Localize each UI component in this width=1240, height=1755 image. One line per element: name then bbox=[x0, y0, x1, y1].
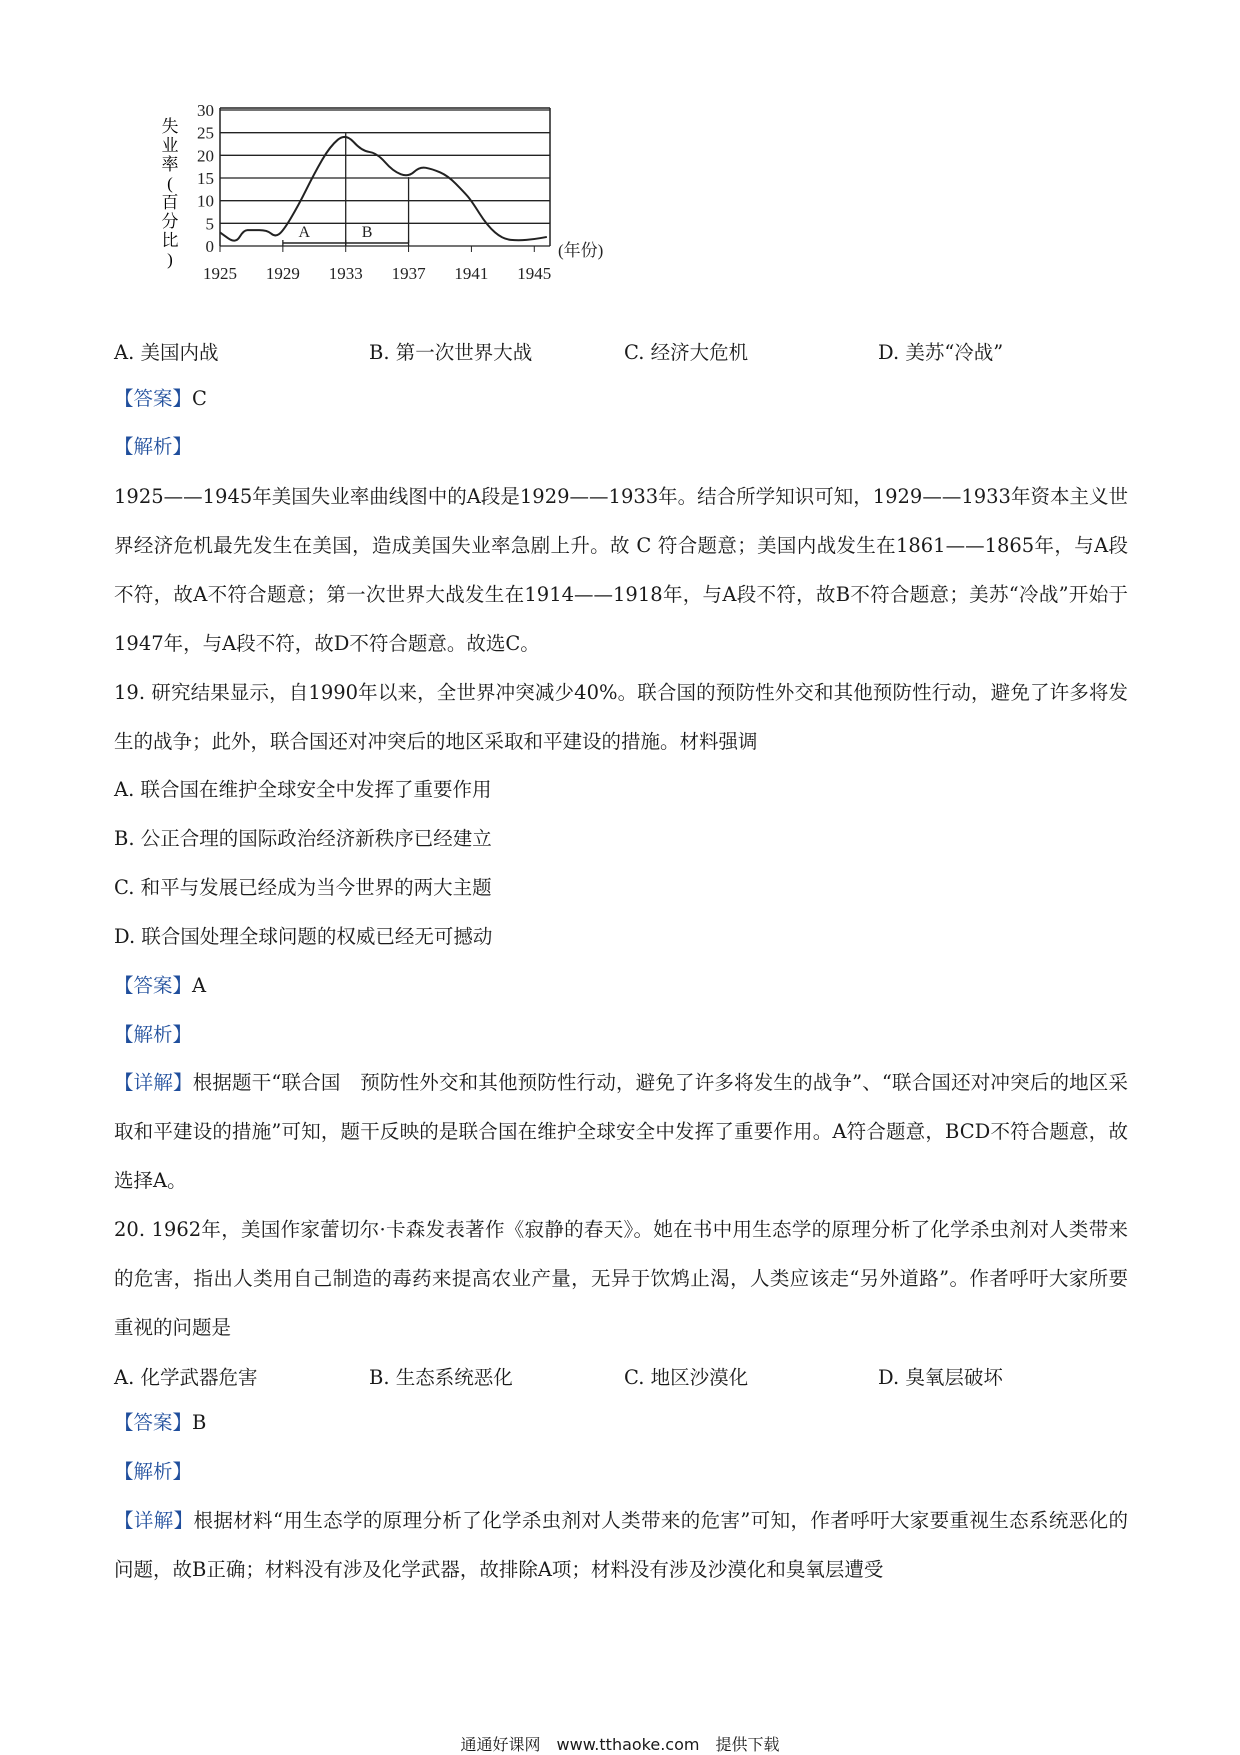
q18-option-d: D. 美苏“冷战” bbox=[878, 341, 1004, 364]
chart-axes bbox=[220, 108, 550, 246]
detail-text: 根据材料“用生态学的原理分析了化学杀虫剂对人类带来的危害”可知，作者呼吁大家要重视生态系统恶化的问题，故B正确；材料没有涉及化学武器，故排除A项；材料没有涉及沙漠化和臭氧层遭受 bbox=[114, 1509, 1128, 1581]
q18-option-b: B. 第一次世界大战 bbox=[369, 341, 533, 364]
y-tick-label: 30 bbox=[197, 101, 214, 120]
y-tick-label: 5 bbox=[205, 214, 214, 234]
analysis-tag: 【解析】 bbox=[114, 435, 193, 458]
answer-value: B bbox=[192, 1411, 207, 1434]
chart-annotations bbox=[283, 133, 409, 246]
q19-analysis-heading bbox=[114, 1024, 192, 1046]
x-axis-label: (年份) bbox=[558, 241, 604, 260]
q20-option-a: A. 化学武器危害 bbox=[114, 1366, 258, 1389]
unemployment-line bbox=[220, 137, 547, 241]
q18-option-a: A. 美国内战 bbox=[114, 341, 219, 364]
y-axis-label-char: ) bbox=[167, 250, 173, 269]
y-tick-label: 10 bbox=[197, 191, 214, 211]
analysis-tag: 【解析】 bbox=[114, 1023, 193, 1046]
y-axis-label-char: 业 bbox=[161, 136, 179, 155]
x-tick-label: 1941 bbox=[454, 264, 489, 283]
x-tick-label: 1929 bbox=[265, 264, 300, 283]
answer-tag: 【答案】 bbox=[114, 387, 193, 410]
answer-tag: 【答案】 bbox=[114, 974, 193, 997]
segment-label: A bbox=[298, 224, 311, 241]
q20-option-c: C. 地区沙漠化 bbox=[624, 1366, 749, 1389]
chart-grid bbox=[220, 110, 550, 223]
y-tick-label: 20 bbox=[197, 146, 214, 166]
q20-option-b: B. 生态系统恶化 bbox=[369, 1366, 513, 1389]
chart-series bbox=[220, 137, 547, 241]
y-tick-label: 15 bbox=[197, 169, 214, 188]
y-axis-label-char: 分 bbox=[161, 212, 179, 231]
q20-answer bbox=[114, 1412, 206, 1434]
x-tick-label: 1937 bbox=[391, 264, 426, 283]
q19-option-d: D. 联合国处理全球问题的权威已经无可撼动 bbox=[114, 925, 493, 948]
q18-analysis-heading bbox=[114, 436, 192, 458]
q20-option-d: D. 臭氧层破坏 bbox=[878, 1366, 1003, 1389]
answer-tag: 【答案】 bbox=[114, 1411, 193, 1434]
q19-stem: 19. 研究结果显示，自1990年以来，全世界冲突减少40%。联合国的预防性外交和其他预防性行动，避免了许多将发生的战争；此外，联合国还对冲突后的地区采取和平建设的措施。材料强调 bbox=[114, 681, 1128, 753]
y-axis-label-char: 比 bbox=[161, 231, 179, 250]
y-tick-label: 25 bbox=[197, 123, 214, 143]
y-axis-label-char: 率 bbox=[161, 155, 179, 174]
q20-detail bbox=[114, 1496, 1128, 1594]
q19-option-b: B. 公正合理的国际政治经济新秩序已经建立 bbox=[114, 827, 492, 850]
q19-detail bbox=[114, 1058, 1128, 1205]
y-axis-label-char: 失 bbox=[161, 117, 179, 136]
x-tick-label: 1945 bbox=[517, 264, 552, 283]
x-tick-label: 1925 bbox=[203, 264, 237, 283]
segment-label: B bbox=[361, 224, 373, 241]
q19-option-c: C. 和平与发展已经成为当今世界的两大主题 bbox=[114, 876, 492, 899]
y-axis-label-char: ( bbox=[167, 174, 173, 193]
q18-analysis-text: 1925——1945年美国失业率曲线图中的A段是1929——1933年。结合所学知识可知，1929——1933年资本主义世界经济危机最先发生在美国，造成美国失业率急剧上升。故 C 符合题意；美国内战发生在1861——1865年，与A段不符，故A不符合题意；第一次世界大战发生在1914——1918年，与A段不符，故B不符合题意；美苏“冷战”开始于1947年，与A段不符，故D不符合题意。故选C。 bbox=[114, 485, 1128, 655]
chart-ticks bbox=[197, 101, 551, 283]
q20-analysis-heading bbox=[114, 1461, 192, 1483]
y-axis-label bbox=[162, 117, 179, 269]
y-tick-label: 0 bbox=[205, 237, 214, 256]
q19-answer bbox=[114, 975, 206, 997]
answer-value: C bbox=[192, 387, 207, 410]
q18-answer bbox=[114, 388, 207, 410]
detail-tag: 【详解】 bbox=[114, 1071, 193, 1094]
page-footer: 通通好课网 www.tthaoke.com 提供下载 bbox=[460, 1735, 780, 1754]
unemployment-chart bbox=[160, 88, 640, 320]
x-tick-label: 1933 bbox=[328, 264, 363, 283]
answer-value: A bbox=[192, 974, 207, 997]
detail-tag: 【详解】 bbox=[114, 1509, 194, 1532]
y-axis-label-char: 百 bbox=[161, 193, 179, 212]
detail-text: 根据题干“联合国 预防性外交和其他预防性行动，避免了许多将发生的战争”、“联合国还对冲突后的地区采取和平建设的措施”可知，题干反映的是联合国在维护全球安全中发挥了重要作用。A符合题意，BCD不符合题意，故选择A。 bbox=[114, 1071, 1128, 1192]
q18-option-c: C. 经济大危机 bbox=[624, 341, 749, 364]
analysis-tag: 【解析】 bbox=[114, 1460, 193, 1483]
q20-stem: 20. 1962年，美国作家蕾切尔·卡森发表著作《寂静的春天》。她在书中用生态学的原理分析了化学杀虫剂对人类带来的危害，指出人类用自己制造的毒药来提高农业产量，无异于饮鸩止渴，人类应该走“另外道路”。作者呼吁大家所要重视的问题是 bbox=[114, 1218, 1128, 1339]
q19-option-a: A. 联合国在维护全球安全中发挥了重要作用 bbox=[114, 778, 492, 801]
